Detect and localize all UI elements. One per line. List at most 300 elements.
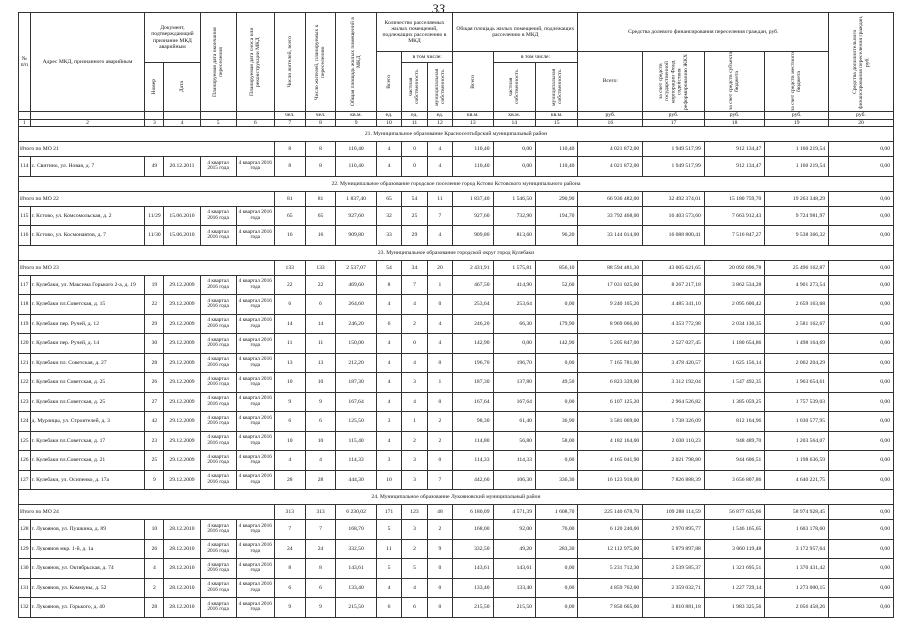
row-value: 264,60 <box>336 295 376 315</box>
row-value: 6 <box>305 412 336 432</box>
unit-cell: кв.м. <box>453 112 493 120</box>
resettlement-table <box>18 12 894 618</box>
total-value: 4 <box>376 142 401 157</box>
row-number: 124 <box>19 412 31 432</box>
row-value: 7 <box>305 520 336 540</box>
total-value: 54 <box>402 191 427 206</box>
row-value: 1 030 577,95 <box>765 412 829 432</box>
row-number: 126 <box>19 451 31 471</box>
row-planned-demolish: 4 квартал 2016 года <box>236 392 274 412</box>
row-value: 0,00 <box>829 539 894 559</box>
section-row <box>19 176 894 191</box>
column-number-cell: 8 <box>305 120 336 127</box>
row-value: 1 227 729,14 <box>704 578 765 598</box>
unit-cell <box>19 112 31 120</box>
row-value: 4 901 273,54 <box>765 275 829 295</box>
row-doc-number: 11/29 <box>145 206 164 226</box>
row-value: 332,50 <box>453 539 493 559</box>
row-value: 212,20 <box>336 353 376 373</box>
section-title: 23. Муниципальное образование городской округ город Кулебаки <box>19 245 894 260</box>
column-number-cell: 19 <box>765 120 829 127</box>
header-area-private: частная собственность <box>493 63 535 112</box>
total-value: 133 <box>274 260 305 275</box>
table-row <box>19 226 894 246</box>
row-number: 128 <box>19 520 31 540</box>
row-value: 4 <box>427 334 452 354</box>
total-value: 0,00 <box>493 142 535 157</box>
table-row <box>19 295 894 315</box>
row-value: 283,30 <box>535 539 577 559</box>
row-value: 0,00 <box>829 451 894 471</box>
row-address: с. Свитино, ул. Новая, д. 7 <box>30 157 145 177</box>
row-value: 7 165 781,00 <box>578 353 643 373</box>
header-area-municipal: муниципальная собственность <box>535 63 577 112</box>
row-value: 5 <box>376 520 401 540</box>
table-row <box>19 539 894 559</box>
row-number: 129 <box>19 539 31 559</box>
row-doc-date: 29.12.2009 <box>164 275 200 295</box>
table-row <box>19 598 894 618</box>
column-number-cell: 4 <box>164 120 200 127</box>
row-value: 36,90 <box>535 412 577 432</box>
header-address: Адрес МКД, признанного аварийным <box>30 13 145 112</box>
total-value: 15 180 759,70 <box>704 191 765 206</box>
row-planned-demolish: 4 квартал 2016 года <box>236 157 274 177</box>
row-value: 110,40 <box>535 157 577 177</box>
header-funding-total: Всего: <box>578 52 643 112</box>
row-value: 0,00 <box>829 206 894 226</box>
row-value: 467,50 <box>453 275 493 295</box>
row-doc-number: 4 <box>145 559 164 579</box>
row-value: 4 <box>376 353 401 373</box>
row-address: д. Мурзицы, ул. Строителей, д. 3 <box>30 412 145 432</box>
row-value: 137,80 <box>493 373 535 393</box>
row-value: 196,70 <box>493 353 535 373</box>
unit-cell <box>164 112 200 120</box>
row-doc-number: 42 <box>145 412 164 432</box>
row-value: 14 <box>305 314 336 334</box>
column-number-cell: 18 <box>704 120 765 127</box>
row-value: 1 546 165,65 <box>704 520 765 540</box>
row-value: 24 <box>305 539 336 559</box>
row-value: 13 <box>305 353 336 373</box>
row-value: 0 <box>427 451 452 471</box>
total-value: 123 <box>402 505 427 520</box>
unit-cell: чел. <box>274 112 305 120</box>
row-value: 7 <box>274 520 305 540</box>
table-header <box>19 13 894 127</box>
row-value: 813,60 <box>493 226 535 246</box>
row-value: 909,80 <box>336 226 376 246</box>
row-value: 8 267 217,18 <box>643 275 705 295</box>
header-area-total: Всего <box>453 52 493 112</box>
row-doc-date: 29.12.2009 <box>164 470 200 490</box>
row-value: 1 180 654,86 <box>704 334 765 354</box>
column-number-cell: 2 <box>30 120 145 127</box>
row-value: 6 107 125,20 <box>578 392 643 412</box>
row-value: 7 663 912,43 <box>704 206 765 226</box>
row-value: 0,00 <box>535 295 577 315</box>
row-planned-end: 4 квартал 2016 года <box>200 470 236 490</box>
header-fund-local: за счет средств местного бюджета <box>765 52 829 112</box>
row-value: 14 <box>274 314 305 334</box>
header-doc-date: Дата <box>164 63 200 112</box>
row-value: 4 859 762,00 <box>578 578 643 598</box>
row-value: 106,30 <box>493 470 535 490</box>
total-value: 0,00 <box>829 505 894 520</box>
row-value: 3 478 420,57 <box>643 353 705 373</box>
row-planned-end: 4 квартал 2016 года <box>200 451 236 471</box>
row-planned-end: 4 квартал 2016 года <box>200 353 236 373</box>
row-value: 133,40 <box>453 578 493 598</box>
table-row <box>19 314 894 334</box>
row-value: 4 <box>376 392 401 412</box>
row-value: 6 <box>274 578 305 598</box>
column-number-cell: 12 <box>427 120 452 127</box>
total-value: 2 431,91 <box>453 260 493 275</box>
row-value: 8 <box>305 559 336 579</box>
row-planned-end: 4 квартал 2016 года <box>200 520 236 540</box>
row-value: 2 <box>427 412 452 432</box>
header-doc-number: Номер <box>145 63 164 112</box>
row-value: 143,61 <box>493 559 535 579</box>
column-number-cell: 20 <box>829 120 894 127</box>
row-value: 4 <box>305 451 336 471</box>
row-address: г. Кулебаки, ул. Максима Горького 2-а, д. 19 <box>30 275 145 295</box>
table-row <box>19 559 894 579</box>
row-value: 0,00 <box>535 598 577 618</box>
row-value: 17 031 025,00 <box>578 275 643 295</box>
row-value: 7 850 665,00 <box>578 598 643 618</box>
row-value: 1 160 219,54 <box>765 157 829 177</box>
row-value: 927,60 <box>453 206 493 226</box>
row-value: 8 969 066,00 <box>578 314 643 334</box>
row-value: 49,20 <box>493 539 535 559</box>
total-value: 65 <box>376 191 401 206</box>
row-address: г. Лукоянов, ул. Пушкина, д. 89 <box>30 520 145 540</box>
row-address: г. Кулебаки пл.Советская, д. 21 <box>30 451 145 471</box>
header-residents: Число жителей, всего <box>274 13 305 112</box>
row-value: 114,33 <box>493 451 535 471</box>
total-value: 56 877 635,66 <box>704 505 765 520</box>
row-value: 246,20 <box>453 314 493 334</box>
row-address: г. Лукоянов, ул. Октябрьская, д. 74 <box>30 559 145 579</box>
unit-cell <box>30 112 145 120</box>
row-address: г. Кулебаки пл.Советская, д. 17 <box>30 431 145 451</box>
row-planned-end: 4 квартал 2016 года <box>200 334 236 354</box>
row-value: 336,30 <box>535 470 577 490</box>
row-value: 0,00 <box>829 275 894 295</box>
row-address: г. Кстово, ул. Комсомольская, д. 2 <box>30 206 145 226</box>
total-value: 54 <box>376 260 401 275</box>
row-value: 150,00 <box>336 334 376 354</box>
row-value: 10 <box>305 373 336 393</box>
total-value: 171 <box>376 505 401 520</box>
unit-cell: чел. <box>305 112 336 120</box>
row-value: 0,00 <box>535 451 577 471</box>
row-value: 0,00 <box>829 334 894 354</box>
column-number-cell: 14 <box>493 120 535 127</box>
row-value: 9 <box>427 539 452 559</box>
row-value: 3 862 534,28 <box>704 275 765 295</box>
row-value: 9 <box>274 598 305 618</box>
row-number: 127 <box>19 470 31 490</box>
row-value: 2 095 600,42 <box>704 295 765 315</box>
row-doc-date: 28.12.2010 <box>164 520 200 540</box>
total-value: 856,10 <box>535 260 577 275</box>
units-row <box>19 112 894 120</box>
row-doc-date: 29.12.2009 <box>164 431 200 451</box>
row-value: 812 164,96 <box>704 412 765 432</box>
total-value: 133 <box>305 260 336 275</box>
row-value: 98,30 <box>453 412 493 432</box>
row-value: 0,00 <box>829 470 894 490</box>
row-value: 9 538 366,32 <box>765 226 829 246</box>
row-value: 10 <box>305 431 336 451</box>
total-value: 4 021 872,00 <box>578 142 643 157</box>
row-value: 187,30 <box>336 373 376 393</box>
total-value: 48 <box>427 505 452 520</box>
row-value: 6 <box>305 295 336 315</box>
row-planned-demolish: 4 квартал 2016 года <box>236 451 274 471</box>
row-doc-number: 11/30 <box>145 226 164 246</box>
row-doc-date: 20.12.2011 <box>164 157 200 177</box>
row-value: 196,70 <box>453 353 493 373</box>
total-value: 81 <box>305 191 336 206</box>
header-count-municipal: муниципальная собственность <box>427 63 452 112</box>
row-value: 1 963 654,61 <box>765 373 829 393</box>
row-planned-demolish: 4 квартал 2016 года <box>236 520 274 540</box>
row-planned-demolish: 4 квартал 2016 года <box>236 226 274 246</box>
row-value: 33 <box>376 226 401 246</box>
row-address: г. Лукоянов, ул. Коммуны, д. 52 <box>30 578 145 598</box>
row-value: 11 <box>376 539 401 559</box>
row-value: 1 370 431,42 <box>765 559 829 579</box>
row-value: 732,90 <box>493 206 535 226</box>
row-value: 6 <box>274 412 305 432</box>
total-value: 58 974 928,45 <box>765 505 829 520</box>
table-row <box>19 334 894 354</box>
row-value: 2 581 162,67 <box>765 314 829 334</box>
row-number: 125 <box>19 431 31 451</box>
row-value: 1 547 492,35 <box>704 373 765 393</box>
total-value: 1 837,40 <box>336 191 376 206</box>
total-value: 20 092 696,78 <box>704 260 765 275</box>
unit-cell: руб. <box>704 112 765 120</box>
header-planned-end: Планируемая дата окончания переселения <box>200 13 236 112</box>
row-planned-end: 4 квартал 2016 года <box>200 539 236 559</box>
total-value: 8 <box>274 142 305 157</box>
unit-cell: ед. <box>402 112 427 120</box>
row-address: г. Кулебаки пер. Ручей, д. 12 <box>30 314 145 334</box>
header-fund-gk: за счет средств государственной корпорации Фонд содействия реформированию ЖКХ <box>643 52 705 112</box>
row-value: 9 724 981,97 <box>765 206 829 226</box>
row-value: 65 <box>274 206 305 226</box>
row-value: 5 879 897,88 <box>643 539 705 559</box>
row-value: 0,00 <box>493 334 535 354</box>
row-value: 8 <box>376 275 401 295</box>
row-value: 52,60 <box>535 275 577 295</box>
total-value: 11 <box>427 191 452 206</box>
unit-cell: ед. <box>427 112 452 120</box>
row-doc-date: 15.06.2010 <box>164 206 200 226</box>
unit-cell <box>145 112 164 120</box>
row-value: 912 134,47 <box>704 157 765 177</box>
row-value: 4 <box>274 451 305 471</box>
row-number: 132 <box>19 598 31 618</box>
table-row <box>19 206 894 226</box>
row-value: 3 172 957,64 <box>765 539 829 559</box>
total-value: 32 492 374,01 <box>643 191 705 206</box>
row-value: 0,00 <box>535 559 577 579</box>
row-doc-number: 28 <box>145 353 164 373</box>
unit-cell: кв.м. <box>493 112 535 120</box>
row-doc-number: 22 <box>145 295 164 315</box>
row-doc-date: 28.12.2010 <box>164 559 200 579</box>
row-value: 133,40 <box>493 578 535 598</box>
row-value: 909,80 <box>453 226 493 246</box>
row-value: 16 403 573,60 <box>643 206 705 226</box>
row-value: 2 062 204,29 <box>765 353 829 373</box>
row-value: 168,70 <box>336 520 376 540</box>
row-value: 2 034 130,35 <box>704 314 765 334</box>
row-value: 4 <box>376 334 401 354</box>
row-doc-number: 10 <box>145 520 164 540</box>
row-value: 114,33 <box>453 451 493 471</box>
row-value: 9 240 105,20 <box>578 295 643 315</box>
total-value: 0 <box>402 142 427 157</box>
row-planned-end: 4 квартал 2015 года <box>200 157 236 177</box>
row-planned-demolish: 4 квартал 2016 года <box>236 206 274 226</box>
row-value: 114,33 <box>336 451 376 471</box>
row-doc-date: 28.12.2010 <box>164 598 200 618</box>
row-value: 3 312 192,04 <box>643 373 705 393</box>
row-value: 5 <box>402 559 427 579</box>
row-value: 0,00 <box>829 598 894 618</box>
column-number-cell: 3 <box>145 120 164 127</box>
row-value: 3 060 119,48 <box>704 539 765 559</box>
row-number: 114 <box>19 157 31 177</box>
header-document: Документ, подтверждающий признание МКД аварийным <box>145 13 200 63</box>
row-planned-end: 4 квартал 2016 года <box>200 598 236 618</box>
row-value: 1 198 636,59 <box>765 451 829 471</box>
table-row <box>19 451 894 471</box>
row-value: 4 <box>427 157 452 177</box>
total-value: 4 571,39 <box>493 505 535 520</box>
row-value: 24 <box>274 539 305 559</box>
row-planned-demolish: 4 квартал 2016 года <box>236 412 274 432</box>
row-value: 2 056 458,26 <box>765 598 829 618</box>
row-value: 167,64 <box>453 392 493 412</box>
row-value: 7 516 847,27 <box>704 226 765 246</box>
total-value: 109 288 114,59 <box>643 505 705 520</box>
row-value: 1 738 326,09 <box>643 412 705 432</box>
row-value: 4 <box>427 226 452 246</box>
row-value: 948 489,70 <box>704 431 765 451</box>
row-value: 0,00 <box>829 314 894 334</box>
row-number: 118 <box>19 295 31 315</box>
column-number-cell: 9 <box>336 120 376 127</box>
row-value: 3 581 069,00 <box>578 412 643 432</box>
row-value: 0 <box>427 353 452 373</box>
header-area-incl: в том числе: <box>493 52 578 63</box>
row-number: 117 <box>19 275 31 295</box>
row-number: 116 <box>19 226 31 246</box>
row-value: 133,40 <box>336 578 376 598</box>
header-residents-planned: Число жителей, планируемых к переселению <box>305 13 336 112</box>
unit-cell: руб. <box>578 112 643 120</box>
column-number-cell: 1 <box>19 120 31 127</box>
row-value: 179,90 <box>535 314 577 334</box>
row-value: 253,64 <box>493 295 535 315</box>
row-value: 10 <box>274 431 305 451</box>
unit-cell: руб. <box>829 112 894 120</box>
row-doc-number: 19 <box>145 275 164 295</box>
row-planned-demolish: 4 квартал 2016 года <box>236 275 274 295</box>
row-value: 5 231 712,30 <box>578 559 643 579</box>
row-value: 4 <box>402 392 427 412</box>
header-count-premises: Количество расселяемых жилых помещений, подлежащих расселению в МКД <box>376 13 452 52</box>
row-planned-end: 4 квартал 2016 года <box>200 295 236 315</box>
row-doc-number: 2 <box>145 578 164 598</box>
row-value: 167,64 <box>336 392 376 412</box>
row-doc-date: 29.12.2009 <box>164 295 200 315</box>
row-doc-date: 28.12.2010 <box>164 578 200 598</box>
total-value: 313 <box>305 505 336 520</box>
total-value: 88 594 481,30 <box>578 260 643 275</box>
total-value: 110,40 <box>336 142 376 157</box>
row-value: 2 964 526,82 <box>643 392 705 412</box>
table-row <box>19 578 894 598</box>
total-value: 1 837,40 <box>453 191 493 206</box>
total-row <box>19 142 894 157</box>
table-body <box>19 127 894 618</box>
row-value: 444,30 <box>336 470 376 490</box>
header-no: № п/п <box>19 13 31 112</box>
row-value: 1 625 156,14 <box>704 353 765 373</box>
row-doc-number: 27 <box>145 392 164 412</box>
row-value: 32 <box>376 206 401 226</box>
row-value: 5 <box>376 559 401 579</box>
row-value: 944 606,51 <box>704 451 765 471</box>
row-value: 4 182 164,00 <box>578 431 643 451</box>
row-doc-date: 29.12.2009 <box>164 334 200 354</box>
row-value: 1 949 517,99 <box>643 157 705 177</box>
row-value: 1 321 695,51 <box>704 559 765 579</box>
row-value: 0,00 <box>829 431 894 451</box>
row-value: 0 <box>427 598 452 618</box>
row-value: 0,00 <box>829 559 894 579</box>
row-value: 7 <box>402 275 427 295</box>
row-value: 143,61 <box>453 559 493 579</box>
unit-cell: кв.м. <box>336 112 376 120</box>
total-value: 20 <box>427 260 452 275</box>
section-title: 22. Муниципальное образование городское поселение город Кстово Кстовского муниципального района <box>19 176 894 191</box>
row-doc-date: 29.12.2009 <box>164 412 200 432</box>
row-value: 142,90 <box>453 334 493 354</box>
row-value: 4 <box>376 373 401 393</box>
row-planned-end: 4 квартал 2016 года <box>200 412 236 432</box>
row-value: 4 <box>376 295 401 315</box>
row-value: 442,60 <box>453 470 493 490</box>
row-value: 2 659 163,68 <box>765 295 829 315</box>
row-value: 125,50 <box>336 412 376 432</box>
header-count-incl: в том числе: <box>402 52 453 63</box>
row-value: 1 757 539,03 <box>765 392 829 412</box>
total-value: 0,00 <box>829 260 894 275</box>
row-address: г. Кстово, ул. Космонавтов, д. 7 <box>30 226 145 246</box>
section-title: 24. Муниципальное образование Лукояновский муниципальный район <box>19 490 894 505</box>
